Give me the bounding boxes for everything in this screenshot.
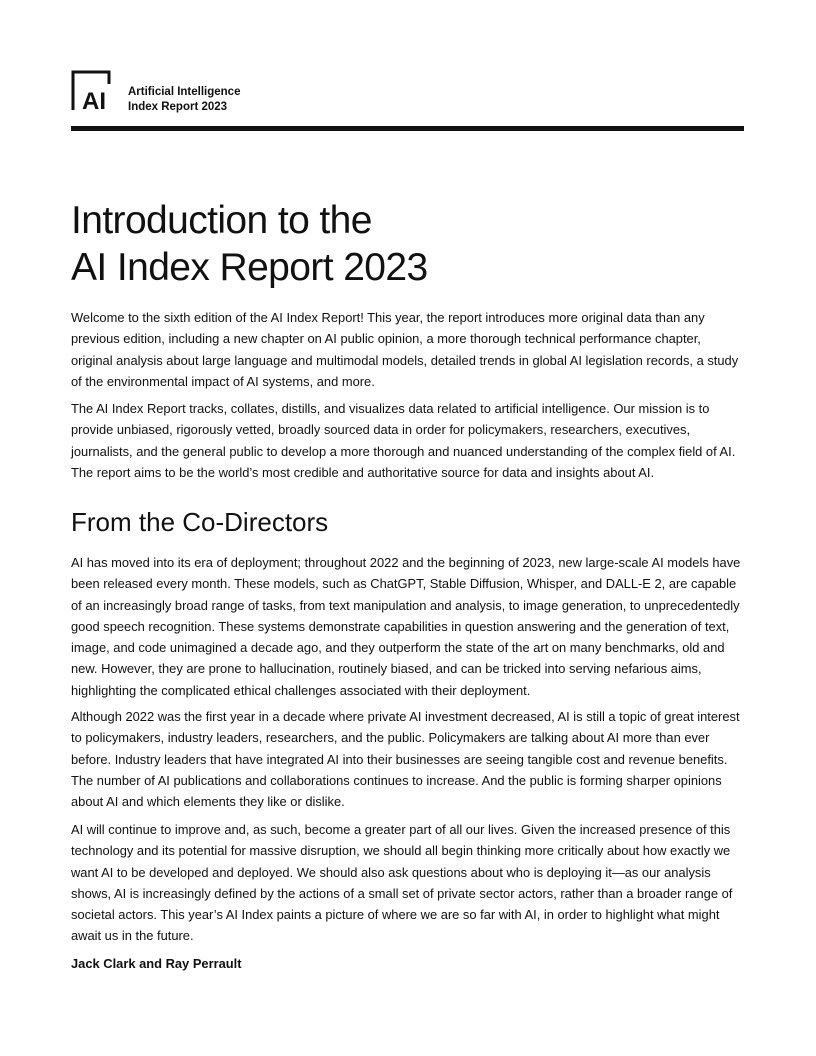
brand-line-1: Artificial Intelligence — [128, 86, 241, 98]
brand-name — [128, 85, 240, 114]
signature: Jack Clark and Ray Perrault — [71, 956, 242, 971]
report-header — [71, 70, 744, 132]
codirectors-paragraph-2: Although 2022 was the first year in a decade where private AI investment decreased, AI is still a topic of great interest to policymakers, industry leaders, researchers, and the public. Policymakers are talking about AI more than ever before. Industry leaders that have integrated AI into their businesses are seeing tangible cost and revenue benefits. The number of AI publications and collaborations continues to increase. And the public is forming sharper opinions about AI and which elements they like or dislike. — [71, 709, 740, 810]
intro-paragraph-1: Welcome to the sixth edition of the AI Index Report! This year, the report introduces more original data than any previous edition, including a new chapter on AI public opinion, a more thorough technical performance chapter, original analysis about large language and multimodal models, detailed trends in global AI legislation records, a study of the environmental impact of AI systems, and more. — [71, 310, 739, 389]
codirectors-paragraph-1: AI has moved into its era of deployment; throughout 2022 and the beginning of 2023, new large-scale AI models have been released every month. These models, such as ChatGPT, Stable Diffusion, Whisper, and DALL-E 2, are capable of an increasingly broad range of tasks, from text manipulation and analysis, to image generation, to unprecedentedly good speech recognition. These systems demonstrate capabilities in question answering and the generation of text, image, and code unimagined a decade ago, and they outperform the state of the art on many benchmarks, old and new. However, they are prone to hallucination, routinely biased, and can be tricked into serving nefarious aims, highlighting the complicated ethical challenges associated with their deployment. — [71, 555, 741, 698]
brand-line-2: Index Report 2023 — [128, 100, 228, 113]
title-line-1: Introduction to the — [71, 199, 372, 242]
section-heading: From the Co-Directors — [71, 507, 329, 537]
codirectors-paragraph-3: AI will continue to improve and, as such, become a greater part of all our lives. Given the increased presence of this technology and its potential for massive disruption, we should all begin thinking more critically about how exactly we want AI to be developed and deployed. We should also ask questions about who is deploying it—as our analysis shows, AI is increasingly defined by the actions of a small set of private sector actors, rather than a broader range of societal actors. This year’s AI Index paints a picture of where we are so far with AI, in order to highlight what might await us in the future. — [71, 822, 733, 944]
svg-text:AI: AI — [82, 88, 106, 112]
intro-paragraph-2: The AI Index Report tracks, collates, distills, and visualizes data related to artificial intelligence. Our mission is to provide unbiased, rigorously vetted, broadly sourced data in order for policymakers, researchers, executives, journalists, and the general public to develop a more thorough and nuanced understanding of the complex field of AI. The report aims to be the world’s most credible and authoritative source for data and insights about AI. — [71, 401, 736, 480]
ai-index-logo — [71, 70, 117, 112]
title-line-2: AI Index Report 2023 — [71, 246, 428, 289]
page-title — [71, 197, 428, 291]
header-rule — [71, 126, 744, 131]
